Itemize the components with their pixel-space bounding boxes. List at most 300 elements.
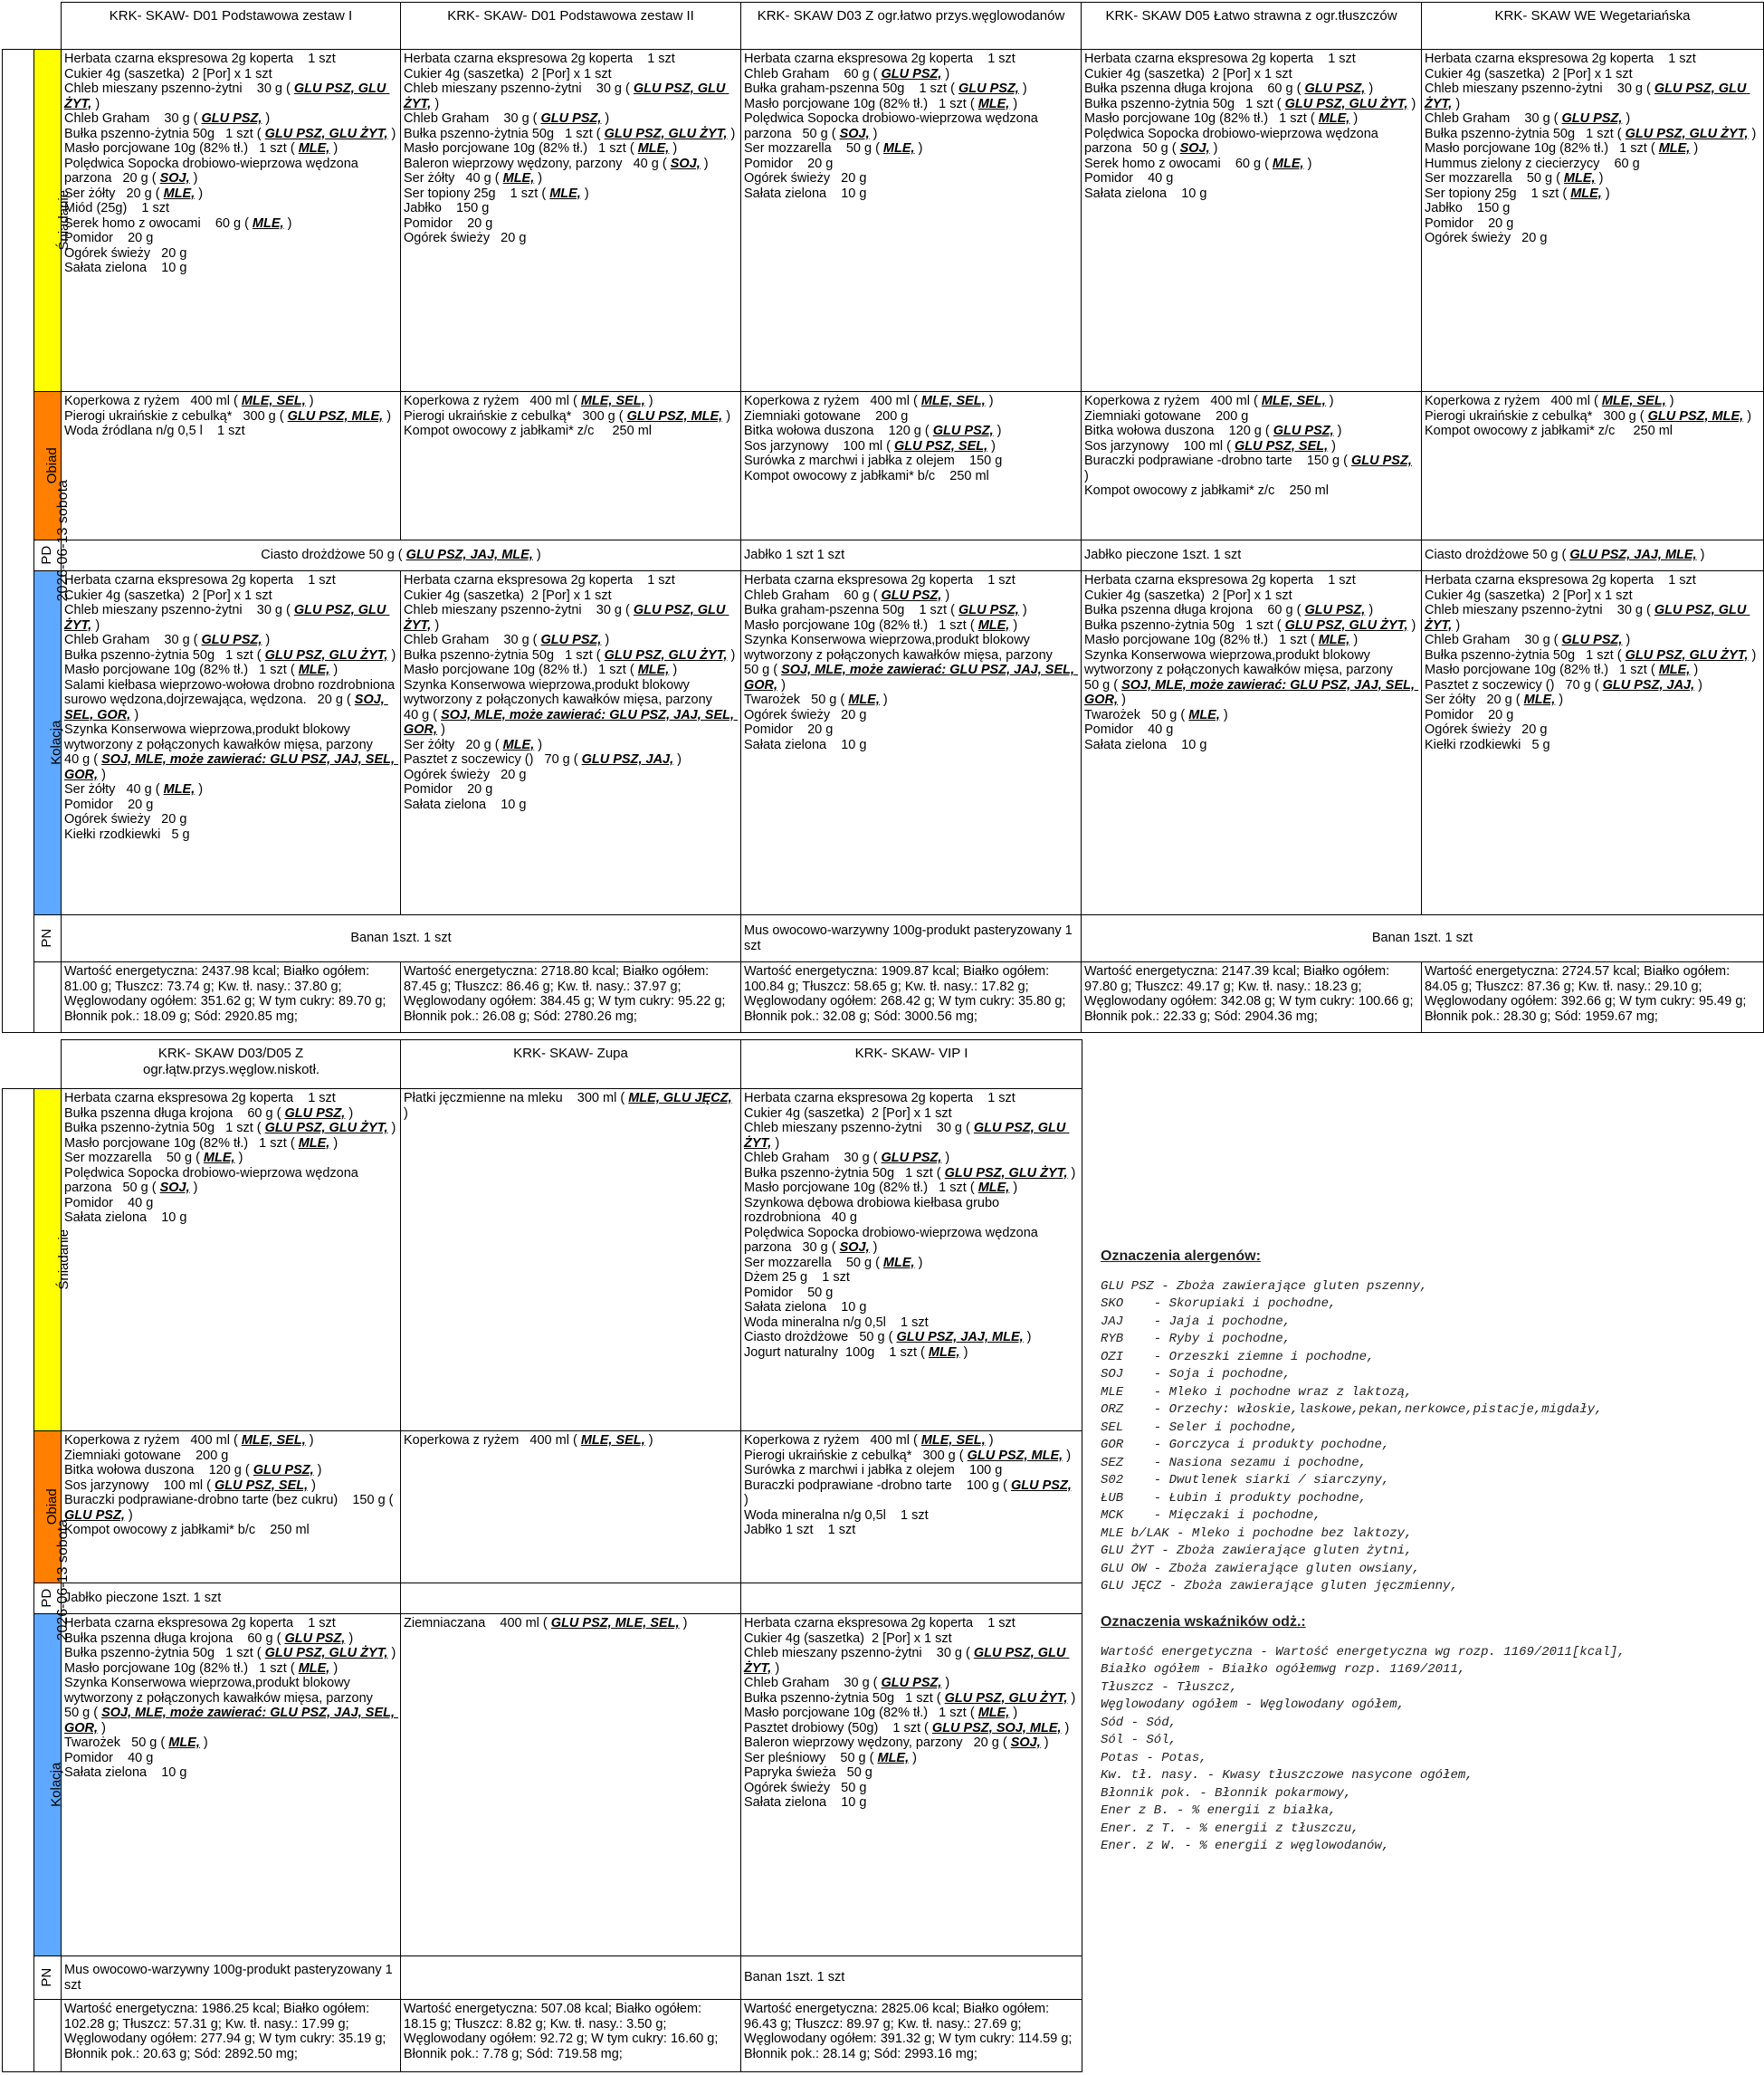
- menu-item: Bułka pszenno-żytnia 50g 1 szt ( GLU PSZ, GLU ŻYT, ): [64, 647, 396, 663]
- menu-item: Sos jarzynowy 100 ml ( GLU PSZ, SEL, ): [744, 438, 996, 454]
- allergen-codes: GLU PSZ,: [881, 66, 942, 81]
- legend-entry: OZI - Orzeszki ziemne i pochodne,: [1101, 1349, 1375, 1364]
- meal-label-breakfast: Śniadanie: [34, 50, 62, 392]
- allergen-codes: SOJ, MLE, może zawierać: GLU PSZ, JAJ, SEL, GOR,: [1084, 677, 1419, 707]
- menu-item: Ziemniaki gotowane 200 g: [64, 1448, 229, 1463]
- menu-item: Cukier 4g (saszetka) 2 [Por] x 1 szt: [404, 588, 612, 603]
- menu-item: Miód (25g) 1 szt: [64, 201, 170, 215]
- menu-item: Bułka pszenno-żytnia 50g 1 szt ( GLU PSZ, GLU ŻYT, ): [1084, 96, 1416, 111]
- blank-cell: [34, 962, 62, 1033]
- allergen-codes: MLE,: [298, 1135, 330, 1151]
- allergen-codes: SOJ, MLE, może zawierać: GLU PSZ, JAJ, SEL, GOR,: [64, 1706, 399, 1736]
- legend-entry: GOR - Gorczyca i produkty pochodne,: [1101, 1438, 1390, 1452]
- allergen-codes: MLE, SEL,: [580, 1433, 645, 1448]
- pd-cell: Jabłko pieczone 1szt. 1 szt: [62, 1583, 401, 1614]
- legend-entry: Błonnik pok. - Błonnik pokarmowy,: [1101, 1785, 1352, 1801]
- meal-cell: [1082, 50, 1422, 392]
- allergen-codes: MLE,: [163, 782, 195, 797]
- menu-item: Chleb mieszany pszenno-żytni 30 g ( GLU PSZ, GLU ŻYT, ): [744, 1121, 1070, 1151]
- menu-item: Baleron wieprzowy wędzony, parzony 40 g ( SOJ, ): [404, 156, 709, 171]
- legend-entry: Wartość energetyczna - Wartość energetyczna wg rozp. 1169/2011[kcal],: [1101, 1644, 1626, 1659]
- nutrition-cell: Wartość energetyczna: 2718.80 kcal; Białko ogółem: 87.45 g; Tłuszcz: 86.46 g; Kw. tł. nasy.: 37.97 g; Węglowodany ogółem: 384.45 g; W tym cukry: 95.22 g; Błonnik pok.: 26.08 g; Sód: 2780.26 mg;: [401, 962, 741, 1033]
- corner-blank: [3, 1040, 34, 1089]
- allergen-codes: GLU PSZ, SEL,: [1235, 438, 1329, 454]
- menu-item: Cukier 4g (saszetka) 2 [Por] x 1 szt: [1425, 588, 1633, 603]
- meal-cell: [62, 1614, 401, 1956]
- menu-item: Kompot owocowy z jabłkami* z/c 250 ml: [1425, 424, 1673, 438]
- legend-entry: MLE b/LAK - Mleko i pochodne bez laktozy,: [1101, 1525, 1413, 1541]
- legend-entry: MCK - Mięczaki i pochodne,: [1101, 1508, 1321, 1523]
- legend-entry: Sód - Sód,: [1101, 1715, 1178, 1730]
- menu-item: Ser mozzarella 50 g ( MLE, ): [744, 1255, 923, 1270]
- menu-item: Szynka Konserwowa wieprzowa,produkt blokowy wytworzony z połączonych kawałków mięsa, parzony 50 g ( SOJ, MLE, może zawierać: GLU PSZ, JAJ, SEL, GOR, ): [1084, 647, 1419, 707]
- nutrition-cell: Wartość energetyczna: 1909.87 kcal; Białko ogółem: 100.84 g; Tłuszcz: 58.65 g; Kw. tł. nasy.: 17.82 g; Węglowodany ogółem: 268.42 g; W tym cukry: 35.80 g; Błonnik pok.: 32.08 g; Sód: 3000.56 mg;: [741, 962, 1082, 1033]
- meal-cell: [1082, 392, 1422, 540]
- corner-blank: [34, 3, 62, 50]
- menu-item: Bułka pszenno-żytnia 50g 1 szt ( GLU PSZ, GLU ŻYT, ): [1425, 126, 1757, 141]
- menu-item: Koperkowa z ryżem 400 ml ( MLE, SEL, ): [1084, 394, 1334, 408]
- menu-item: Chleb Graham 30 g ( GLU PSZ, ): [1425, 111, 1631, 126]
- indicator-legend-title: Oznaczenia wskaźników odż.:: [1101, 1614, 1306, 1630]
- legend-entry: SKO - Skorupiaki i pochodne,: [1101, 1296, 1337, 1311]
- menu-item: Herbata czarna ekspresowa 2g koperta 1 szt: [1084, 573, 1356, 588]
- menu-item: Herbata czarna ekspresowa 2g koperta 1 szt: [404, 573, 675, 588]
- allergen-codes: GLU PSZ, GLU ŻYT,: [744, 1646, 1070, 1676]
- menu-item: Koperkowa z ryżem 400 ml ( MLE, SEL, ): [1425, 394, 1674, 408]
- allergen-codes: GLU PSZ, GLU ŻYT,: [64, 81, 390, 111]
- menu-item: Kompot owocowy z jabłkami* z/c 250 ml: [1084, 483, 1329, 498]
- legend-entry: JAJ - Jaja i pochodne,: [1101, 1314, 1292, 1329]
- menu-item: Serek homo z owocami 60 g ( MLE, ): [64, 215, 292, 231]
- allergen-codes: GLU PSZ,: [1351, 454, 1412, 468]
- allergen-codes: GLU PSZ, GLU ŻYT,: [264, 1646, 388, 1660]
- meal-cell: [62, 50, 401, 392]
- legend-entry: Węglowodany ogółem - Węglowodany ogółem,: [1101, 1697, 1406, 1712]
- allergen-codes: SOJ,: [1010, 1736, 1041, 1750]
- menu-item: Bułka graham-pszenna 50g 1 szt ( GLU PSZ, ): [744, 603, 1027, 617]
- allergen-codes: MLE,: [1318, 111, 1350, 126]
- menu-item: Bułka pszenno-żytnia 50g 1 szt ( GLU PSZ, GLU ŻYT, ): [404, 647, 736, 663]
- menu-item: Ogórek świeży 20 g: [1425, 231, 1548, 245]
- menu-item: Ziemniaki gotowane 200 g: [744, 408, 909, 424]
- allergen-codes: GLU PSZ,: [958, 603, 1019, 617]
- menu-item: Salami kiełbasa wieprzowo-wołowa drobno rozdrobniona surowo wędzona,dojrzewająca, wędzona. 20 g ( SOJ, SEL, GOR, ): [64, 677, 399, 722]
- indicator-legend: [1101, 1613, 1626, 1856]
- menu-item: Sałata zielona 10 g: [64, 1765, 187, 1780]
- allergen-codes: MLE,: [637, 663, 670, 677]
- menu-item: Pomidor 20 g: [1425, 707, 1514, 722]
- menu-item: Sałata zielona 10 g: [64, 1210, 187, 1225]
- allergen-codes: GLU PSZ, GLU ŻYT,: [944, 1690, 1068, 1706]
- menu-item: Koperkowa z ryżem 400 ml ( MLE, SEL, ): [404, 394, 653, 408]
- menu-item: Twarożek 50 g ( MLE, ): [744, 693, 888, 707]
- meal-label-pd: PD: [34, 1583, 62, 1614]
- menu-item: Cukier 4g (saszetka) 2 [Por] x 1 szt: [744, 1630, 952, 1646]
- menu-item: Buraczki podprawiane -drobno tarte 150 g ( GLU PSZ, ): [1084, 454, 1416, 483]
- menu-item: Ogórek świeży 20 g: [404, 767, 527, 782]
- menu-item: Pomidor 20 g: [1425, 215, 1514, 231]
- meal-cell: [62, 571, 401, 915]
- menu-item: Woda mineralna n/g 0,5l 1 szt: [744, 1507, 929, 1523]
- nutrition-cell: Wartość energetyczna: 507.08 kcal; Białko ogółem: 18.15 g; Tłuszcz: 8.82 g; Kw. tł. nasy.: 3.50 g; Węglowodany ogółem: 92.72 g; W tym cukry: 16.60 g; Błonnik pok.: 7.78 g; Sód: 719.58 mg;: [401, 2000, 741, 2072]
- menu-item: Papryka świeża 50 g: [744, 1765, 872, 1780]
- menu-item: Jabłko 150 g: [404, 201, 490, 215]
- meal-label-supper: Kolacja: [34, 1614, 62, 1956]
- legend-entry: Ener z B. - % energii z białka,: [1101, 1803, 1337, 1818]
- menu-item: Masło porcjowane 10g (82% tł.) 1 szt ( MLE, ): [64, 141, 338, 156]
- legend-entry: Białko ogółem - Białko ogółemwg rozp. 1169/2011,: [1101, 1662, 1466, 1677]
- menu-item: Polędwica Sopocka drobiowo-wieprzowa wędzona parzona 30 g ( SOJ, ): [744, 1225, 1042, 1255]
- menu-item: Bitka wołowa duszona 120 g ( GLU PSZ, ): [744, 424, 1002, 438]
- allergen-codes: GLU PSZ, GLU ŻYT,: [944, 1165, 1068, 1181]
- menu-item: Pomidor 50 g: [744, 1285, 834, 1300]
- menu-item: Cukier 4g (saszetka) 2 [Por] x 1 szt: [1425, 66, 1633, 81]
- menu-item: Polędwica Sopocka drobiowo-wieprzowa wędzona parzona 50 g ( SOJ, ): [64, 1165, 362, 1195]
- allergen-codes: MLE, SEL,: [1261, 394, 1326, 408]
- menu-item: Pomidor 20 g: [404, 215, 493, 231]
- menu-item: Herbata czarna ekspresowa 2g koperta 1 szt: [64, 573, 336, 588]
- legend-entry: SEL - Seler i pochodne,: [1101, 1420, 1299, 1435]
- menu-item: Bułka pszenno-żytnia 50g 1 szt ( GLU PSZ, GLU ŻYT, ): [744, 1165, 1076, 1181]
- allergen-codes: GLU PSZ,: [1304, 81, 1366, 96]
- allergen-codes: GLU PSZ,: [1304, 603, 1366, 617]
- allergen-codes: MLE,: [882, 1255, 915, 1270]
- allergen-codes: MLE,: [549, 186, 581, 201]
- allergen-codes: GLU PSZ,: [201, 633, 262, 647]
- menu-item: Pomidor 40 g: [1084, 722, 1174, 737]
- menu-item: Pomidor 40 g: [64, 1750, 154, 1765]
- allergen-codes: MLE,: [637, 141, 670, 156]
- menu-item: Ser topiony 25g 1 szt ( MLE, ): [404, 186, 589, 201]
- meal-cell: [62, 1431, 401, 1583]
- allergen-codes: SOJ,: [839, 1240, 870, 1255]
- menu-item: Masło porcjowane 10g (82% tł.) 1 szt ( MLE, ): [744, 96, 1018, 111]
- nutrition-cell: Wartość energetyczna: 2724.57 kcal; Białko ogółem: 84.05 g; Tłuszcz: 87.36 g; Kw. tł. nasy.: 29.10 g; Węglowodany ogółem: 392.66 g; W tym cukry: 95.49 g; Błonnik pok.: 28.30 g; Sód: 1959.67 mg;: [1422, 962, 1764, 1033]
- menu-item: Bułka graham-pszenna 50g 1 szt ( GLU PSZ, ): [744, 81, 1027, 96]
- menu-item: Polędwica Sopocka drobiowo-wieprzowa wędzona parzona 50 g ( SOJ, ): [1084, 126, 1382, 156]
- menu-item: Cukier 4g (saszetka) 2 [Por] x 1 szt: [1084, 588, 1292, 603]
- menu-item: Jabłko 150 g: [1425, 201, 1511, 215]
- diet-header: KRK- SKAW- D01 Podstawowa zestaw I: [62, 3, 401, 50]
- menu-item: Płatki jęczmienne na mleku 300 ml ( MLE, GLU JĘCZ, ): [404, 1091, 736, 1121]
- menu-item: Bułka pszenna długa krojona 60 g ( GLU PSZ, ): [64, 1105, 354, 1121]
- menu-item: Ser żółty 40 g ( MLE, ): [64, 782, 204, 797]
- allergen-legend-items: [1101, 1278, 1603, 1596]
- allergen-codes: GLU PSZ,: [64, 1507, 125, 1523]
- allergen-codes: MLE,: [203, 1151, 235, 1165]
- diet-header: KRK- SKAW D05 Łatwo strawna z ogr.tłuszczów: [1082, 3, 1422, 50]
- menu-item: Ogórek świeży 50 g: [744, 1780, 867, 1795]
- allergen-codes: GLU PSZ, GLU ŻYT,: [1425, 603, 1750, 633]
- menu-item: Serek homo z owocami 60 g ( MLE, ): [1084, 156, 1312, 171]
- allergen-codes: SOJ, MLE, może zawierać: GLU PSZ, JAJ, SEL, GOR,: [744, 663, 1079, 693]
- menu-item: Herbata czarna ekspresowa 2g koperta 1 szt: [64, 1091, 336, 1105]
- allergen-codes: GLU PSZ, GLU ŻYT,: [264, 1121, 388, 1135]
- menu-item: Kompot owocowy z jabłkami* b/c 250 ml: [744, 468, 989, 483]
- legend-entry: Ener. z W. - % energii z węglowodanów,: [1101, 1839, 1390, 1853]
- meal-cell: [62, 1089, 401, 1431]
- pd-cell: Ciasto drożdżowe 50 g ( GLU PSZ, JAJ, MLE, ): [62, 540, 741, 571]
- menu-item: Kompot owocowy z jabłkami* b/c 250 ml: [64, 1523, 310, 1537]
- menu-item: Pierogi ukraińskie z cebulką* 300 g ( GLU PSZ, MLE, ): [1425, 408, 1752, 424]
- allergen-codes: GLU PSZ, SEL,: [894, 438, 988, 454]
- allergen-codes: MLE,: [977, 1181, 1010, 1195]
- meal-cell: [741, 1614, 1082, 1956]
- menu-item: Herbata czarna ekspresowa 2g koperta 1 szt: [404, 52, 675, 66]
- meal-label-lunch: Obiad: [34, 392, 62, 540]
- meal-cell: [401, 571, 741, 915]
- menu-item: Bułka pszenno-żytnia 50g 1 szt ( GLU PSZ, GLU ŻYT, ): [64, 126, 396, 141]
- menu-item: Herbata czarna ekspresowa 2g koperta 1 szt: [1425, 52, 1696, 66]
- menu-item: Baleron wieprzowy wędzony, parzony 20 g ( SOJ, ): [744, 1736, 1049, 1750]
- diet-header: KRK- SKAW- VIP I: [741, 1040, 1082, 1089]
- menu-item: Szynka Konserwowa wieprzowa,produkt blokowy wytworzony z połączonych kawałków mięsa, parzony 40 g ( SOJ, MLE, może zawierać: GLU PSZ, JAJ, SEL, GOR, ): [404, 677, 739, 737]
- pd-cell: [401, 1583, 741, 1614]
- menu-item: Ogórek świeży 20 g: [1425, 722, 1548, 737]
- menu-item: Chleb mieszany pszenno-żytni 30 g ( GLU PSZ, GLU ŻYT, ): [64, 81, 390, 111]
- menu-item: Szynka Konserwowa wieprzowa,produkt blokowy wytworzony z połączonych kawałków mięsa, parzony 50 g ( SOJ, MLE, może zawierać: GLU PSZ, JAJ, SEL, GOR, ): [64, 1676, 399, 1736]
- meal-cell: [741, 392, 1082, 540]
- menu-item: Herbata czarna ekspresowa 2g koperta 1 szt: [64, 52, 336, 66]
- legend-entry: RYB - Ryby i pochodne,: [1101, 1332, 1292, 1346]
- meal-cell: [741, 571, 1082, 915]
- menu-table-1: [2, 2, 1764, 1033]
- meal-label-supper: Kolacja: [34, 571, 62, 915]
- menu-item: Sałata zielona 10 g: [744, 1795, 867, 1810]
- allergen-codes: MLE,: [298, 141, 330, 156]
- menu-item: Masło porcjowane 10g (82% tł.) 1 szt ( MLE, ): [404, 663, 678, 677]
- meal-cell: [1422, 392, 1764, 540]
- menu-item: Szynkowa dębowa drobiowa kiełbasa grubo rozdrobniona 40 g: [744, 1195, 1004, 1225]
- corner-blank: [34, 1040, 62, 1089]
- allergen-codes: GLU PSZ,: [540, 111, 602, 126]
- menu-item: Pomidor 20 g: [744, 156, 834, 171]
- allergen-codes: MLE,: [252, 215, 284, 231]
- menu-item: Woda mineralna n/g 0,5l 1 szt: [744, 1315, 929, 1330]
- legend-entry: ŁUB - Łubin i produkty pochodne,: [1101, 1490, 1368, 1506]
- menu-item: Twarożek 50 g ( MLE, ): [64, 1736, 208, 1750]
- allergen-codes: GLU PSZ, GLU ŻYT,: [404, 603, 729, 633]
- menu-item: Bułka pszenna długa krojona 60 g ( GLU PSZ, ): [64, 1630, 354, 1646]
- allergen-codes: MLE,: [928, 1344, 960, 1360]
- meal-cell: [741, 50, 1082, 392]
- menu-item: Jabłko 1 szt 1 szt: [744, 1523, 856, 1537]
- menu-item: Koperkowa z ryżem 400 ml ( MLE, SEL, ): [64, 394, 314, 408]
- menu-item: Bułka pszenno-żytnia 50g 1 szt ( GLU PSZ, GLU ŻYT, ): [1425, 647, 1757, 663]
- legend-entry: SEZ - Nasiona sezamu i pochodne,: [1101, 1455, 1368, 1470]
- menu-item: Chleb Graham 30 g ( GLU PSZ, ): [744, 1151, 950, 1165]
- allergen-codes: GLU PSZ, SOJ, MLE,: [931, 1720, 1062, 1736]
- pn-cell: Mus owocowo-warzywny 100g-produkt pasteryzowany 1 szt: [62, 1956, 401, 2000]
- menu-item: Bułka pszenna długa krojona 60 g ( GLU PSZ, ): [1084, 603, 1374, 617]
- menu-item: Chleb Graham 30 g ( GLU PSZ, ): [1425, 633, 1631, 647]
- meal-label-pd: PD: [34, 540, 62, 571]
- allergen-codes: MLE,: [502, 171, 535, 186]
- allergen-codes: GLU PSZ, GLU ŻYT,: [1284, 96, 1408, 111]
- menu-item: Ser żółty 20 g ( MLE, ): [64, 186, 204, 201]
- allergen-codes: SOJ,: [159, 171, 190, 186]
- pn-cell: Banan 1szt. 1 szt: [62, 915, 741, 962]
- menu-item: Jogurt naturalny 100g 1 szt ( MLE, ): [744, 1344, 968, 1360]
- legend-entry: GLU PSZ - Zboża zawierające gluten pszenny,: [1101, 1278, 1428, 1294]
- menu-item: Koperkowa z ryżem 400 ml ( MLE, SEL, ): [404, 1433, 653, 1448]
- allergen-codes: GLU PSZ,: [1011, 1477, 1072, 1493]
- allergen-codes: MLE,: [1563, 171, 1596, 186]
- allergen-codes: SOJ,: [159, 1181, 190, 1195]
- meal-label-lunch: Obiad: [34, 1431, 62, 1583]
- pn-cell: Mus owocowo-warzywny 100g-produkt pasteryzowany 1 szt: [741, 915, 1082, 962]
- allergen-codes: GLU PSZ, JAJ, MLE,: [405, 548, 533, 563]
- meal-label-breakfast: Śniadanie: [34, 1089, 62, 1431]
- pn-cell: Banan 1szt. 1 szt: [1082, 915, 1764, 962]
- pd-cell: Jabłko pieczone 1szt. 1 szt: [1082, 540, 1422, 571]
- menu-item: Herbata czarna ekspresowa 2g koperta 1 szt: [744, 573, 1015, 588]
- allergen-codes: MLE,: [877, 1750, 910, 1765]
- allergen-codes: GLU PSZ, MLE,: [967, 1448, 1063, 1463]
- meal-cell: [741, 1431, 1082, 1583]
- menu-item: Szynka Konserwowa wieprzowa,produkt blokowy wytworzony z połączonych kawałków mięsa, parzony 50 g ( SOJ, MLE, może zawierać: GLU PSZ, JAJ, SEL, GOR, ): [744, 633, 1079, 693]
- menu-item: Chleb Graham 30 g ( GLU PSZ, ): [64, 633, 271, 647]
- menu-item: Bułka pszenno-żytnia 50g 1 szt ( GLU PSZ, GLU ŻYT, ): [744, 1690, 1076, 1706]
- allergen-codes: GLU PSZ,: [881, 1151, 942, 1165]
- menu-item: Chleb Graham 30 g ( GLU PSZ, ): [404, 111, 610, 126]
- menu-item: Ser żółty 20 g ( MLE, ): [404, 737, 543, 752]
- menu-item: Sałata zielona 10 g: [404, 797, 527, 812]
- menu-item: Ogórek świeży 20 g: [64, 245, 187, 261]
- allergen-codes: GLU PSZ, GLU ŻYT,: [1625, 647, 1749, 663]
- allergen-codes: MLE,: [1570, 186, 1602, 201]
- menu-item: Bułka pszenno-żytnia 50g 1 szt ( GLU PSZ, GLU ŻYT, ): [404, 126, 736, 141]
- legend-entry: SOJ - Soja i pochodne,: [1101, 1367, 1292, 1382]
- legend-entry: ORZ - Orzechy: włoskie,laskowe,pekan,nerkowce,pistacje,migdały,: [1101, 1402, 1603, 1417]
- menu-item: Pomidor 20 g: [744, 722, 834, 737]
- allergen-legend: [1101, 1248, 1603, 1596]
- allergen-codes: MLE,: [1318, 633, 1350, 647]
- allergen-codes: GLU PSZ, GLU ŻYT,: [604, 647, 728, 663]
- allergen-codes: GLU PSZ, GLU ŻYT,: [1425, 81, 1750, 111]
- meal-cell: [401, 1089, 741, 1431]
- allergen-codes: GLU PSZ, JAJ,: [1602, 677, 1695, 693]
- allergen-codes: MLE,: [1523, 693, 1556, 707]
- allergen-legend-title: Oznaczenia alergenów:: [1101, 1248, 1261, 1264]
- allergen-codes: GLU PSZ, GLU ŻYT,: [264, 647, 388, 663]
- meal-cell: [1082, 571, 1422, 915]
- allergen-codes: GLU PSZ, JAJ, MLE,: [896, 1330, 1024, 1344]
- allergen-codes: GLU PSZ,: [540, 633, 602, 647]
- allergen-codes: GLU PSZ,: [1273, 424, 1334, 438]
- nutrition-cell: Wartość energetyczna: 2437.98 kcal; Białko ogółem: 81.00 g; Tłuszcz: 73.74 g; Kw. tł. nasy.: 37.80 g; Węglowodany ogółem: 351.62 g; W tym cukry: 89.70 g; Błonnik pok.: 18.09 g; Sód: 2920.85 mg;: [62, 962, 401, 1033]
- menu-item: Masło porcjowane 10g (82% tł.) 1 szt ( MLE, ): [744, 617, 1018, 633]
- menu-item: Hummus zielony z ciecierzycy 60 g: [1425, 156, 1640, 171]
- menu-item: Sos jarzynowy 100 ml ( GLU PSZ, SEL, ): [64, 1477, 316, 1493]
- allergen-codes: GLU PSZ, JAJ,: [581, 752, 674, 767]
- menu-item: Buraczki podprawiane -drobno tarte 100 g ( GLU PSZ, ): [744, 1477, 1075, 1507]
- menu-item: Pomidor 20 g: [64, 231, 154, 245]
- legend-entry: Potas - Potas,: [1101, 1750, 1207, 1765]
- legend-entry: S02 - Dwutlenek siarki / siarczyny,: [1101, 1473, 1390, 1487]
- menu-item: Ser topiony 25g 1 szt ( MLE, ): [1425, 186, 1610, 201]
- menu-item: Polędwica Sopocka drobiowo-wieprzowa wędzona parzona 20 g ( SOJ, ): [64, 156, 362, 186]
- menu-item: Chleb mieszany pszenno-żytni 30 g ( GLU PSZ, GLU ŻYT, ): [1425, 603, 1750, 633]
- legend-entry: Ener. z T. - % energii z tłuszczu,: [1101, 1821, 1359, 1836]
- allergen-codes: SOJ,: [670, 156, 701, 171]
- diet-header: KRK- SKAW D03 Z ogr.łatwo przys.węglowodanów: [741, 3, 1082, 50]
- menu-item: Masło porcjowane 10g (82% tł.) 1 szt ( MLE, ): [1425, 663, 1699, 677]
- date-label: 2026-06-13 sobota: [54, 1519, 71, 1641]
- menu-item: Ser żółty 40 g ( MLE, ): [404, 171, 543, 186]
- allergen-codes: MLE,: [502, 737, 535, 752]
- pd-cell: Jabłko 1 szt 1 szt: [741, 540, 1082, 571]
- legend-entry: Kw. tł. nasy. - Kwasy tłuszczowe nasycone ogółem,: [1101, 1768, 1473, 1783]
- allergen-codes: GLU PSZ, MLE,: [287, 408, 384, 424]
- menu-item: Ser mozzarella 50 g ( MLE, ): [1425, 171, 1604, 186]
- allergen-codes: GLU PSZ, SEL,: [215, 1477, 309, 1493]
- menu-item: Pomidor 40 g: [64, 1195, 154, 1210]
- menu-item: Herbata czarna ekspresowa 2g koperta 1 szt: [64, 1616, 336, 1630]
- menu-item: Pomidor 40 g: [1084, 171, 1174, 186]
- legend-entry: MLE - Mleko i pochodne wraz z laktozą,: [1101, 1384, 1413, 1400]
- menu-item: Pierogi ukraińskie z cebulką* 300 g ( GLU PSZ, MLE, ): [64, 408, 392, 424]
- menu-item: Dżem 25 g 1 szt: [744, 1270, 850, 1285]
- menu-item: Sałata zielona 10 g: [64, 261, 187, 275]
- allergen-codes: MLE,: [1188, 707, 1220, 722]
- legend-entry: GLU JĘCZ - Zboża zawierające gluten jęczmienny,: [1101, 1579, 1458, 1593]
- allergen-codes: GLU PSZ, MLE,: [626, 408, 723, 424]
- allergen-codes: SOJ, MLE, może zawierać: GLU PSZ, JAJ, SEL, GOR,: [404, 707, 739, 737]
- menu-item: Pasztet drobiowy (50g) 1 szt ( GLU PSZ, SOJ, MLE, ): [744, 1720, 1070, 1736]
- nutrition-cell: Wartość energetyczna: 1986.25 kcal; Białko ogółem: 102.28 g; Tłuszcz: 57.31 g; Kw. tł. nasy.: 17.99 g; Węglowodany ogółem: 277.94 g; W tym cukry: 35.19 g; Błonnik pok.: 20.63 g; Sód: 2892.50 mg;: [62, 2000, 401, 2072]
- legend-entry: Sól - Sól,: [1101, 1733, 1178, 1747]
- menu-item: Ser pleśniowy 50 g ( MLE, ): [744, 1750, 917, 1765]
- menu-item: Herbata czarna ekspresowa 2g koperta 1 szt: [744, 1091, 1015, 1105]
- allergen-codes: GLU PSZ,: [932, 424, 994, 438]
- menu-item: Cukier 4g (saszetka) 2 [Por] x 1 szt: [404, 66, 612, 81]
- nutrition-cell: Wartość energetyczna: 2825.06 kcal; Białko ogółem: 96.43 g; Tłuszcz: 89.97 g; Kw. tł. nasy.: 27.69 g; Węglowodany ogółem: 391.32 g; W tym cukry: 114.59 g; Błonnik pok.: 28.14 g; Sód: 2993.16 mg;: [741, 2000, 1082, 2072]
- menu-item: Chleb Graham 30 g ( GLU PSZ, ): [744, 1676, 950, 1690]
- diet-header: KRK- SKAW- Zupa: [401, 1040, 741, 1089]
- menu-item: Chleb Graham 30 g ( GLU PSZ, ): [64, 111, 271, 126]
- allergen-codes: MLE, SEL,: [241, 1433, 306, 1448]
- menu-item: Herbata czarna ekspresowa 2g koperta 1 szt: [1425, 573, 1696, 588]
- meal-cell: [401, 1431, 741, 1583]
- menu-item: Masło porcjowane 10g (82% tł.) 1 szt ( MLE, ): [64, 1135, 338, 1151]
- allergen-codes: MLE, SEL,: [1601, 394, 1666, 408]
- allergen-codes: GLU PSZ,: [958, 81, 1019, 96]
- pn-cell: [401, 1956, 741, 2000]
- menu-item: Herbata czarna ekspresowa 2g koperta 1 szt: [744, 52, 1015, 66]
- allergen-codes: GLU PSZ, MLE,: [1647, 408, 1744, 424]
- menu-item: Kompot owocowy z jabłkami* z/c 250 ml: [404, 424, 652, 438]
- menu-item: Ser żółty 20 g ( MLE, ): [1425, 693, 1564, 707]
- allergen-codes: MLE,: [882, 141, 915, 156]
- allergen-codes: GLU PSZ,: [1561, 633, 1623, 647]
- menu-item: Ser mozzarella 50 g ( MLE, ): [64, 1151, 243, 1165]
- menu-item: Chleb mieszany pszenno-żytni 30 g ( GLU PSZ, GLU ŻYT, ): [404, 81, 729, 111]
- allergen-codes: GLU PSZ, GLU ŻYT,: [744, 1121, 1070, 1151]
- menu-item: Sałata zielona 10 g: [744, 186, 867, 201]
- menu-table-2: [2, 1039, 1082, 2072]
- allergen-codes: GLU PSZ, GLU ŻYT,: [404, 81, 729, 111]
- indicator-legend-items: [1101, 1644, 1626, 1856]
- allergen-codes: MLE, SEL,: [920, 1433, 986, 1448]
- allergen-codes: MLE, SEL,: [920, 394, 986, 408]
- menu-item: Surówka z marchwi i jabłka z olejem 150 g: [744, 454, 1003, 468]
- allergen-codes: GLU PSZ,: [881, 1676, 942, 1690]
- menu-item: Ogórek świeży 20 g: [744, 707, 867, 722]
- allergen-codes: GLU PSZ, GLU ŻYT,: [264, 126, 388, 141]
- menu-item: Ogórek świeży 20 g: [64, 812, 187, 827]
- menu-item: Cukier 4g (saszetka) 2 [Por] x 1 szt: [64, 588, 272, 603]
